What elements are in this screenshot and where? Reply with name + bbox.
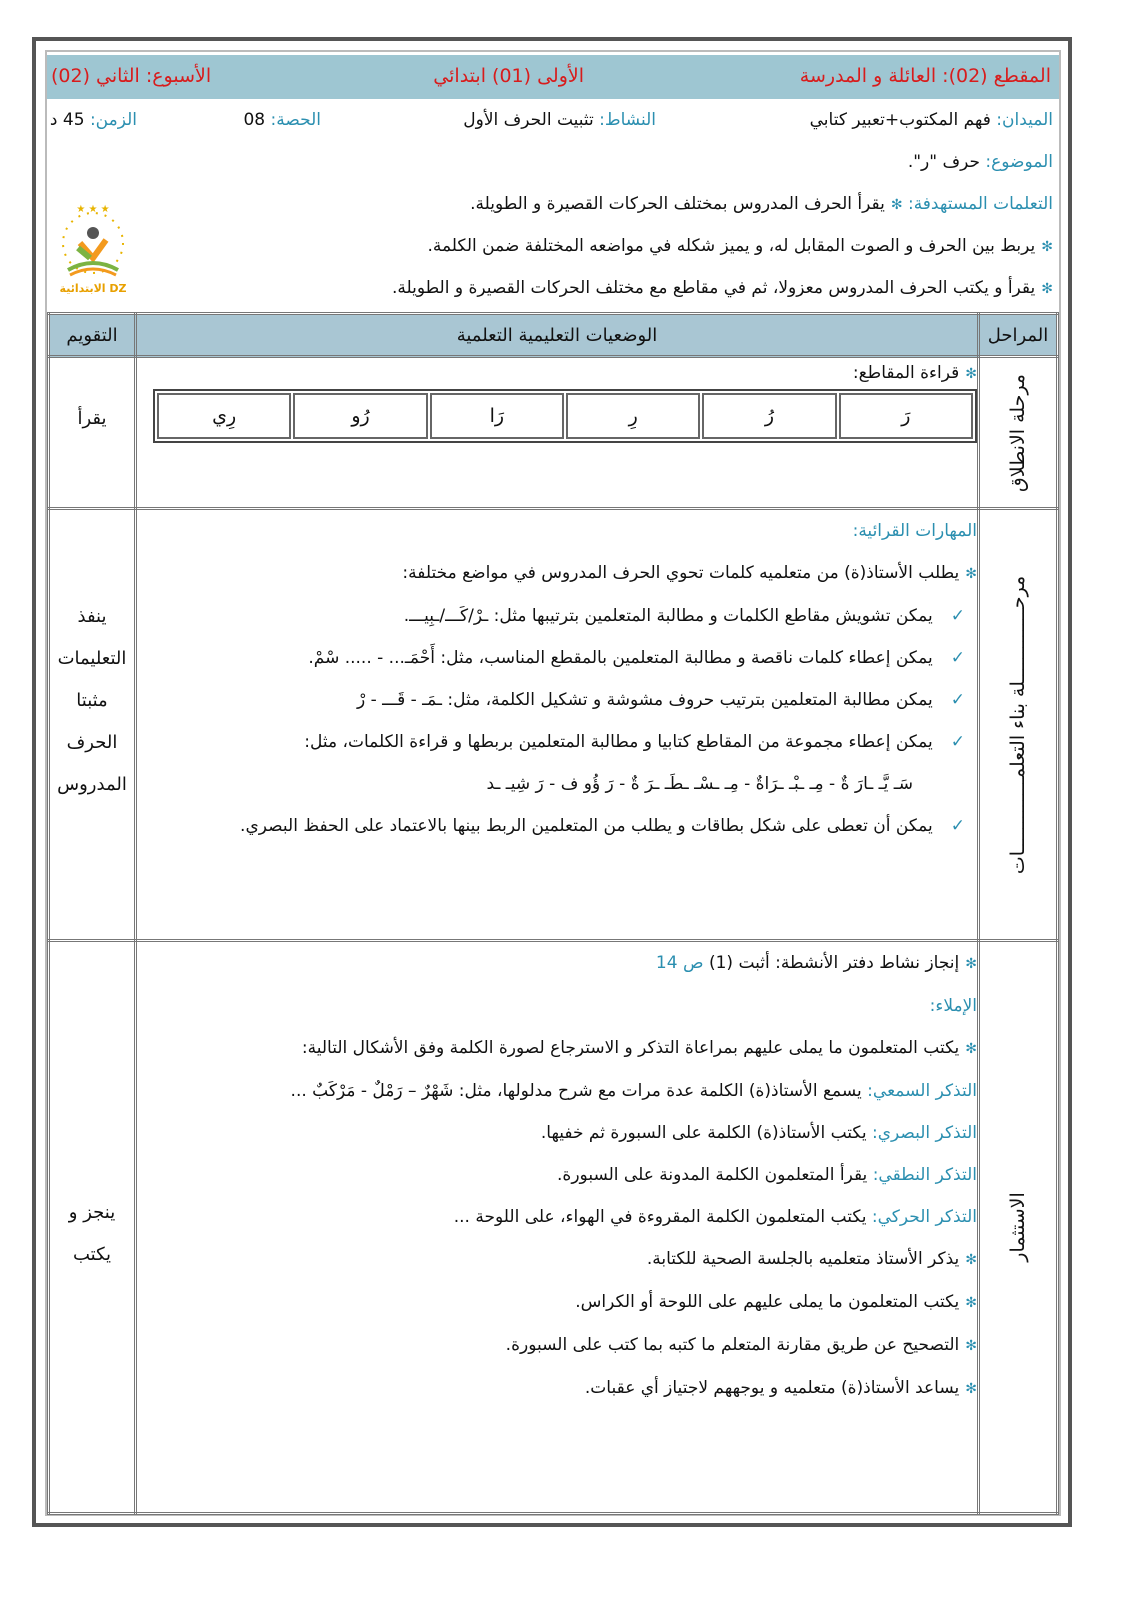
syllables-title: قراءة المقاطع: — [852, 363, 960, 383]
evaluation-cell — [49, 509, 136, 941]
syllable-cell: رِي — [157, 393, 291, 439]
stage-cell — [979, 357, 1058, 509]
table-row-investment — [49, 941, 1058, 1514]
example-words: سَـ يَّـ ـارَ ةٌ - مِـ ـبْـ ـرَاةٌ - مِـ ـسْـ ـطَـ ـرَ ةٌ - رَ ؤُو ف - رَ شِيـ ـد — [486, 774, 913, 794]
header-situations: الوضعيات التعليمية التعلمية — [136, 314, 979, 357]
reading-item: ✓يمكن إعطاء كلمات ناقصة و مطالبة المتعلمين بالمقطع المناسب، مثل: أَحْمَـ... - ..... سْمْ. — [308, 648, 965, 668]
situation-cell: ✻قراءة المقاطع: رَ رُ رِ رَا رُو رِي — [136, 357, 979, 509]
objective-2: ✻يربط بين الحرف و الصوت المقابل له، و يميز شكله في مواضعه المختلفة ضمن الكلمة. — [427, 236, 1053, 256]
school-logo — [50, 198, 136, 298]
writing-step: ✻يساعد الأستاذ(ة) متعلميه و يوجههم لاجتياز أي عقبات. — [584, 1378, 977, 1398]
svg-text:DZ الابتدائية: DZ الابتدائية — [59, 282, 127, 295]
evaluation-text: التعليمات — [57, 648, 127, 669]
week-title: الأسبوع: الثاني (02) — [51, 65, 212, 87]
reading-item: ✓يمكن تشويش مقاطع الكلمات و مطالبة المتعلمين بترتيبها مثل: ـرْ/كَـــ/ـبِيـــ. — [403, 606, 965, 626]
evaluation-text: المدروس — [57, 774, 127, 795]
situation-cell — [136, 941, 979, 1514]
recall-item: التذكر النطقي: يقرأ المتعلمون الكلمة المدونة على السبورة. — [557, 1165, 977, 1185]
grade-title: الأولى (01) ابتدائي — [433, 65, 584, 87]
stage-label: مرحلة الانطلاق — [1007, 373, 1029, 492]
session-info: الحصة: 08 — [243, 110, 321, 130]
syllable-cell: رُ — [702, 393, 836, 439]
table-header-row — [49, 314, 1058, 357]
syllable-cell: رُو — [293, 393, 427, 439]
table-row-building — [49, 509, 1058, 941]
syllable-cell: رَا — [430, 393, 564, 439]
stage-cell — [979, 941, 1058, 1514]
time-info: الزمن: 45 د — [49, 110, 137, 130]
svg-text:★ ★ ★: ★ ★ ★ — [76, 204, 110, 215]
stage-label: الاستثمار — [1007, 1192, 1029, 1262]
evaluation-text: يقرأ — [77, 408, 107, 429]
header-band — [47, 55, 1059, 99]
topic-info: الموضوع: حرف "ر". — [907, 152, 1053, 172]
workbook-task: ✻إنجاز نشاط دفتر الأنشطة: أثبت (1) ص 14 — [655, 953, 977, 973]
recall-item: التذكر البصري: يكتب الأستاذ(ة) الكلمة على السبورة ثم خفيها. — [540, 1123, 977, 1143]
evaluation-text: الحرف — [66, 732, 118, 753]
recall-item: التذكر الحركي: يكتب المتعلمون الكلمة المقروءة في الهواء، على اللوحة ... — [453, 1207, 977, 1227]
dictation-title: الإملاء: — [929, 996, 977, 1016]
dictation-intro: ✻يكتب المتعلمون ما يملى عليهم بمراعاة التذكر و الاسترجاع لصورة الكلمة وفق الأشكال التالية: — [301, 1038, 977, 1058]
reading-item: ✓ يمكن أن تعطى على شكل بطاقات و يطلب من المتعلمين الربط بينها بالاعتماد على الحفظ البصري. — [240, 816, 965, 836]
reading-item: ✓يمكن مطالبة المتعلمين بترتيب حروف مشوشة و تشكيل الكلمة، مثل: ـمَـ - قَـــ - رْ — [357, 690, 965, 710]
writing-step: ✻يذكر الأستاذ متعلميه بالجلسة الصحية للكتابة. — [646, 1249, 977, 1269]
activity-info: النشاط: تثبيت الحرف الأول — [463, 110, 656, 130]
evaluation-text: مثبتا — [76, 690, 108, 711]
recall-item: التذكر السمعي: يسمع الأستاذ(ة) الكلمة عدة مرات مع شرح مدلولها، مثل: شَهْرٌ – رَمْلٌ - مَرْكَبٌ ... — [290, 1081, 977, 1101]
unit-title: المقطع (02): العائلة و المدرسة — [799, 65, 1051, 87]
objective-1: التعلمات المستهدفة: ✻يقرأ الحرف المدروس بمختلف الحركات القصيرة و الطويلة. — [470, 194, 1053, 214]
writing-step: ✻التصحيح عن طريق مقارنة المتعلم ما كتبه بما كتب على السبورة. — [505, 1335, 977, 1355]
objective-3: ✻يقرأ و يكتب الحرف المدروس معزولا، ثم في مقاطع مع مختلف الحركات القصيرة و الطويلة. — [391, 278, 1053, 298]
situation-cell — [136, 509, 979, 941]
syllable-cell: رَ — [839, 393, 973, 439]
table-row-launch — [49, 357, 1058, 509]
stage-label: مرحـــــــــــــلة بناء التعلمـــــــــــــات — [1007, 575, 1029, 874]
reading-item: ✓يمكن إعطاء مجموعة من المقاطع كتابيا و مطالبة المتعلمين بربطها و قراءة الكلمات، مثل: — [304, 732, 965, 752]
reading-intro: ✻يطلب الأستاذ(ة) من متعلميه كلمات تحوي الحرف المدروس في مواضع مختلفة: — [402, 563, 977, 583]
header-stages: المراحل — [979, 314, 1058, 357]
writing-step: ✻يكتب المتعلمون ما يملى عليهم على اللوحة أو الكراس. — [575, 1292, 977, 1312]
syllables-table — [153, 389, 977, 443]
reading-skills-title: المهارات القرائية: — [852, 521, 977, 541]
header-evaluation: التقويم — [49, 314, 136, 357]
syllable-cell: رِ — [566, 393, 700, 439]
evaluation-cell — [49, 941, 136, 1514]
lesson-table — [47, 312, 1059, 1515]
evaluation-text: ينجز و — [68, 1202, 116, 1223]
stage-cell — [979, 509, 1058, 941]
evaluation-cell — [49, 357, 136, 509]
field-info: الميدان: فهم المكتوب+تعبير كتابي — [809, 110, 1053, 130]
evaluation-text: يكتب — [72, 1244, 112, 1265]
evaluation-text: ينفذ — [77, 606, 107, 627]
